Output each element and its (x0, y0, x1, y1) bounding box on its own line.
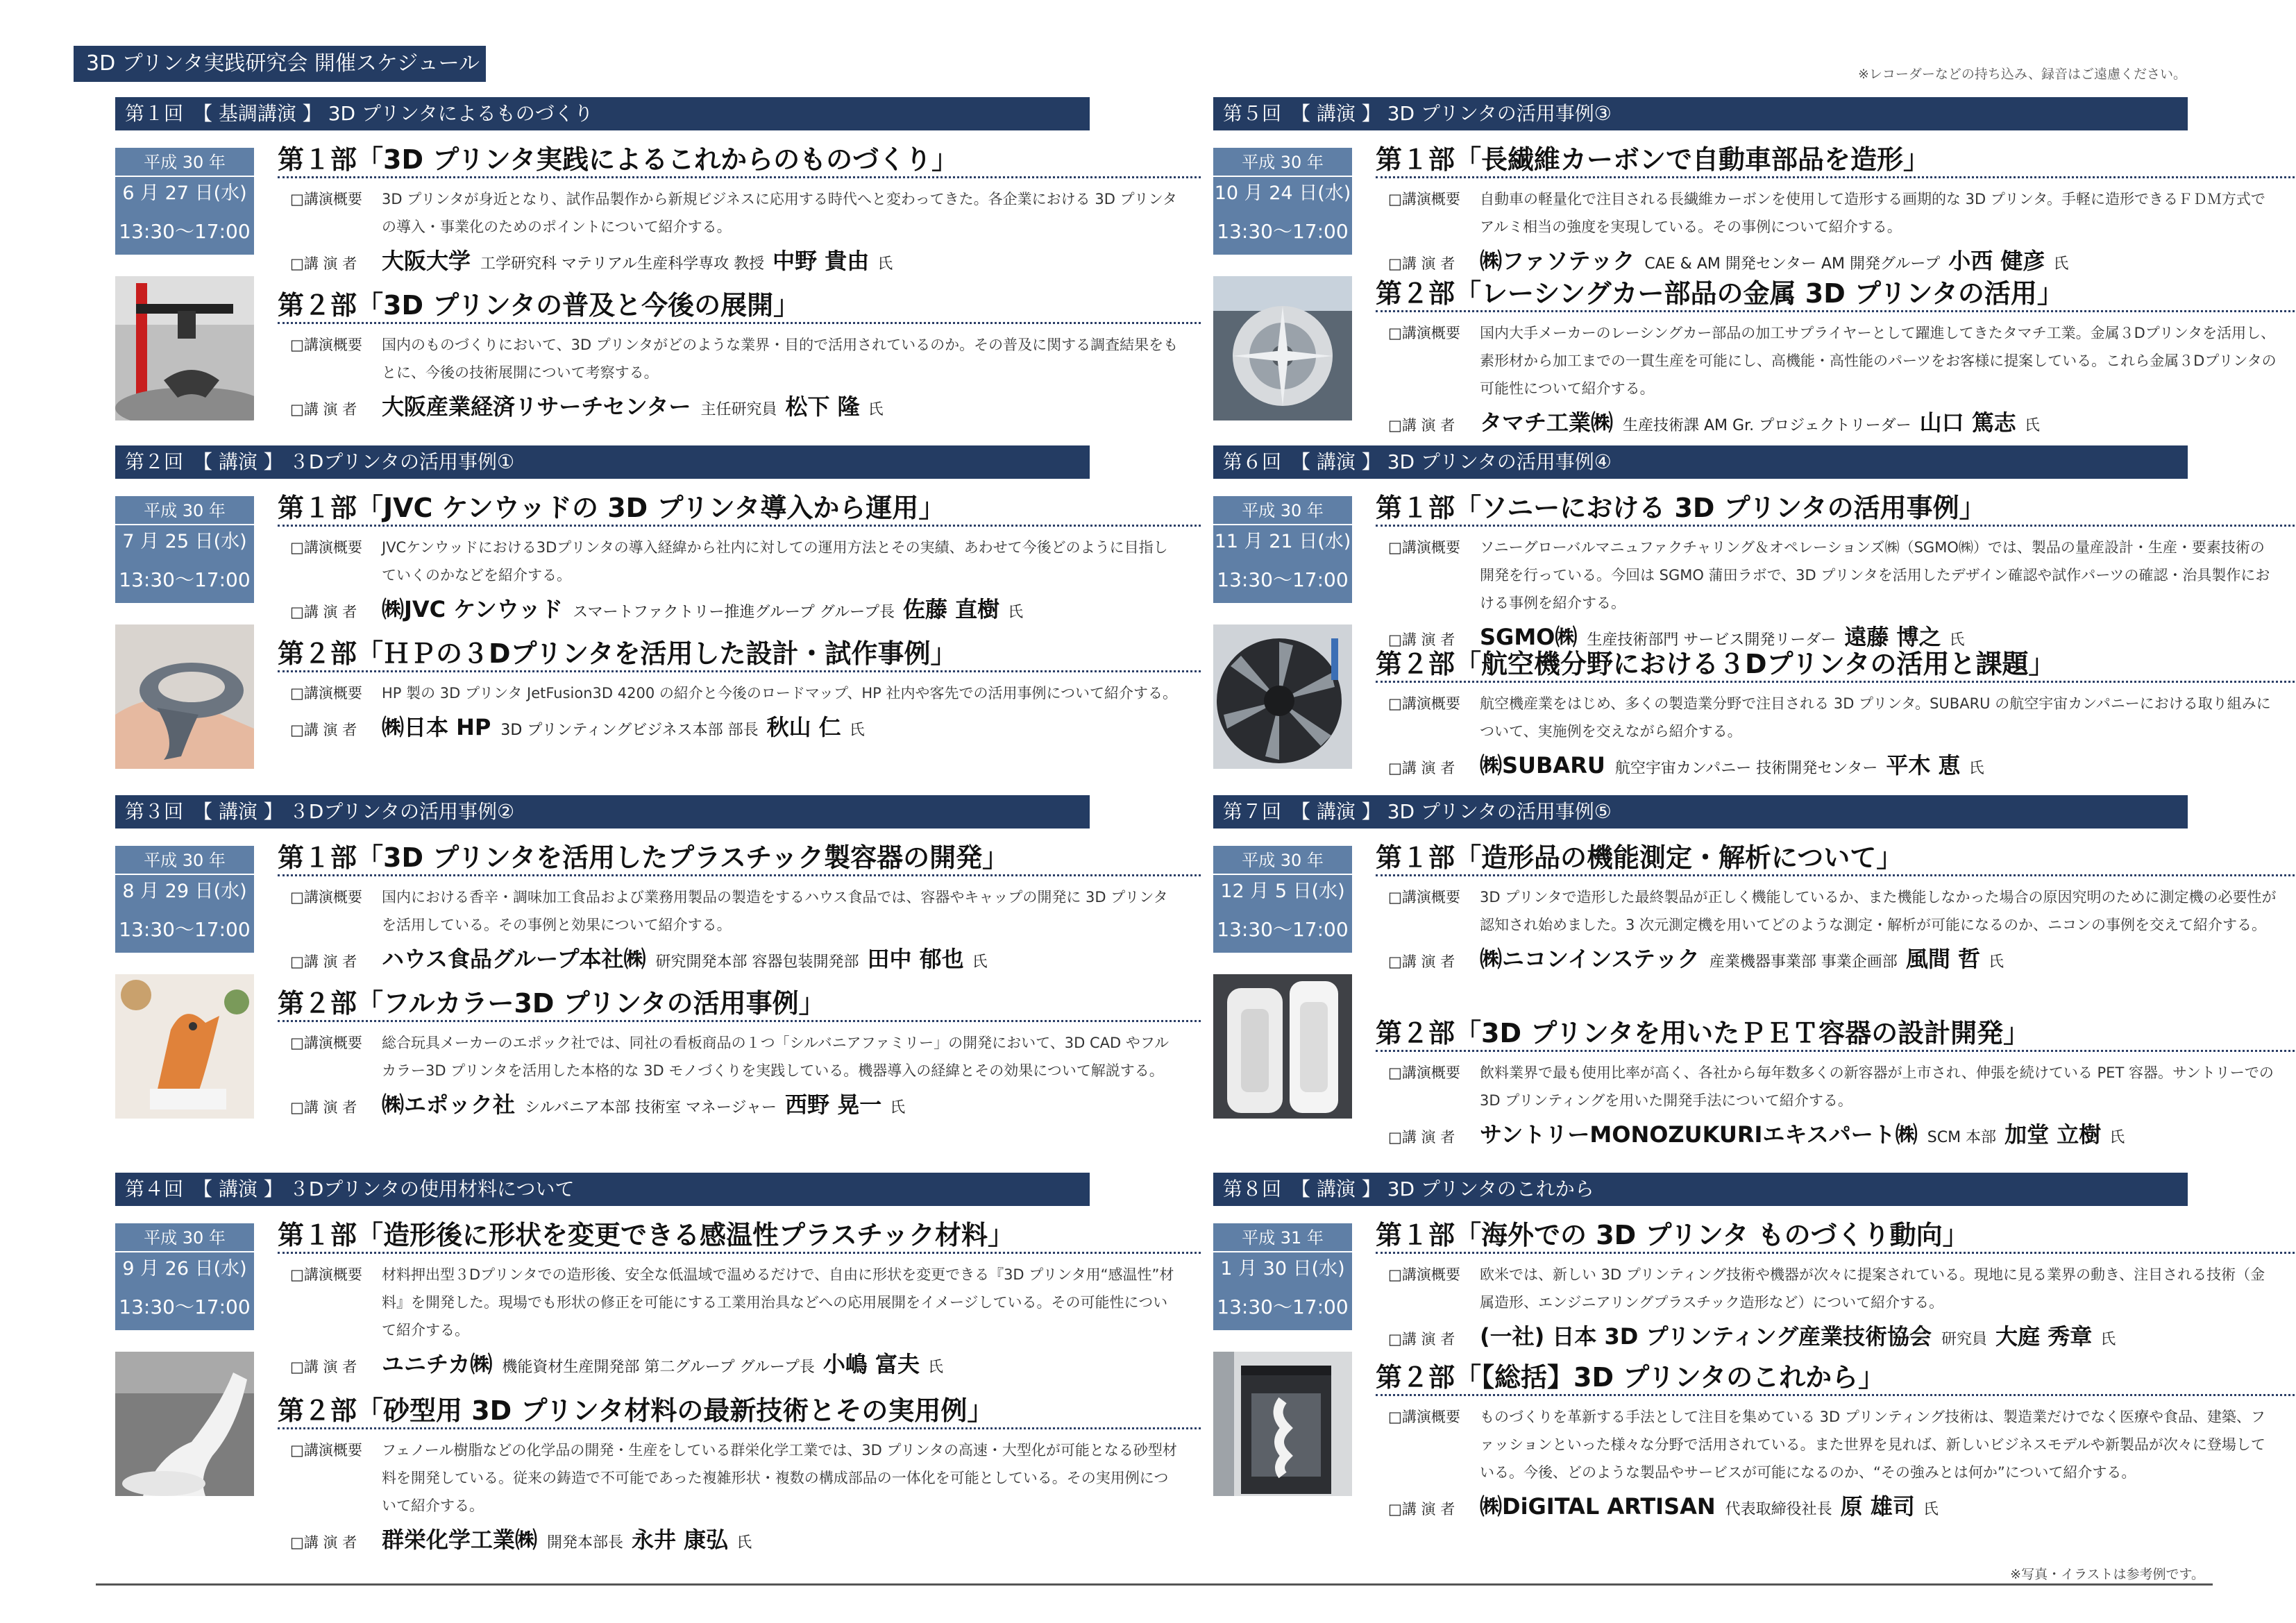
speaker-name: 中野 貴由 (773, 248, 870, 274)
summary-label: □講演概要 (290, 191, 362, 207)
part-1 (278, 491, 1201, 626)
speaker-row (278, 1087, 1201, 1121)
speaker-org: SGMO㈱ (1480, 624, 1578, 650)
date-time: 13:30〜17:00 (1217, 1295, 1349, 1318)
date-time: 13:30〜17:00 (119, 220, 251, 243)
speaker-org: ㈱エポック社 (382, 1091, 516, 1118)
speaker-name: 大庭 秀章 (1995, 1323, 2093, 1350)
summary-text: 欧米では、新しい 3D プリンティング技術や機器が次々に提案されている。現地に見る業界の動き、注目される技術（金属造形、エンジニアリングプラスチック造形など）について紹介する。 (1480, 1266, 2265, 1311)
date-box (115, 846, 254, 953)
speaker-role: 生産技術課 AM Gr. プロジェクトリーダー (1623, 417, 1911, 434)
speaker-name: 西野 晃一 (785, 1091, 882, 1118)
speaker-name: 松下 隆 (785, 393, 860, 420)
speaker-row (1376, 1319, 2296, 1353)
date-time: 13:30〜17:00 (119, 568, 251, 591)
speaker-label: □講 演 者 (290, 1359, 357, 1375)
speaker-honorific: 氏 (1949, 631, 1965, 649)
speaker-name: 秋山 仁 (766, 714, 841, 740)
photo-disclaimer: ※写真・イラストは参考例です。 (2010, 1567, 2204, 1582)
summary-row (1376, 690, 2296, 745)
summary-text: 3D プリンタが身近となり、試作品製作から新規ビジネスに応用する時代へと変わってきた。各企業における 3D プリンタの導入・事業化のためのポイントについて紹介する。 (382, 191, 1177, 235)
summary-label: □講演概要 (1388, 325, 1460, 341)
speaker-row (1376, 1489, 2296, 1523)
summary-row (278, 1029, 1201, 1085)
summary-row (1376, 883, 2296, 939)
part-title: 第１部「海外での 3D プリンタ ものづくり動向」 (1376, 1218, 2296, 1254)
printed-ring-in-hand-photo (115, 624, 254, 769)
part-title: 第２部「フルカラー3D プリンタの活用事例」 (278, 986, 1201, 1022)
part-2 (278, 636, 1201, 744)
speaker-row (278, 942, 1201, 976)
summary-row (278, 679, 1201, 707)
speaker-row (1376, 942, 2296, 976)
summary-text: フェノール樹脂などの化学品の開発・生産をしている群栄化学工業では、3D プリンタの高速・大型化が可能となる砂型材料を開発している。従来の鋳造で不可能であった複雑形状・複数の構成部品の一体化を可能としている。その実用例について紹介する。 (382, 1442, 1177, 1514)
part-title: 第１部「長繊維カーボンで自動車部品を造形」 (1376, 142, 2296, 178)
recording-note: ※レコーダーなどの持ち込み、録音はご遠慮ください。 (1857, 67, 2186, 82)
speaker-row (278, 710, 1201, 744)
speaker-role: スマートファクトリー推進グループ グループ長 (573, 604, 895, 621)
speaker-row (278, 244, 1201, 278)
part-title: 第２部「ＨＰの３Dプリンタを活用した設計・試作事例」 (278, 636, 1201, 672)
summary-text: ものづくりを革新する手法として注目を集めている 3D プリンティング技術は、製造業だけでなく医療や食品、建築、ファッションといった様々な分野で活用されている。また世界を見れば、新しいビジネスモデルや新製品が次々に登場している。今後、どのような製品やサービスが可能になるのか、“その強みとは何か”について紹介する。 (1480, 1409, 2265, 1481)
date-time: 13:30〜17:00 (1217, 568, 1349, 591)
speaker-label: □講 演 者 (1388, 760, 1455, 776)
summary-row (1376, 1059, 2296, 1114)
speaker-label: □講 演 者 (1388, 1501, 1455, 1518)
summary-row (1376, 534, 2296, 617)
summary-row (278, 1436, 1201, 1520)
speaker-name: 遠藤 博之 (1844, 624, 1941, 650)
speaker-role: 研究員 (1941, 1331, 1988, 1348)
speaker-honorific: 氏 (972, 953, 988, 971)
date-day: 11 月 21 日(水) (1214, 531, 1351, 552)
speaker-name: 加堂 立樹 (2004, 1121, 2102, 1148)
speaker-org: ㈱ファソテック (1480, 248, 1635, 274)
session-heading: 第８回 【 講演 】 3D プリンタのこれから (1213, 1173, 2188, 1206)
part-title: 第１部「3D プリンタ実践によるこれからのものづくり」 (278, 142, 1201, 178)
speaker-honorific: 氏 (1988, 953, 2004, 971)
speaker-name: 永井 康弘 (632, 1527, 729, 1553)
speaker-org: サントリーMONOZUKURIエキスパート㈱ (1480, 1121, 1918, 1148)
date-day: 9 月 26 日(水) (122, 1258, 247, 1280)
part-1 (1376, 491, 2296, 654)
date-box (1213, 846, 1352, 953)
part-1 (1376, 1218, 2296, 1353)
speaker-honorific: 氏 (736, 1534, 752, 1552)
speaker-role: 研究開発本部 容器包装開発部 (655, 953, 859, 971)
summary-label: □講演概要 (290, 1442, 362, 1459)
speaker-honorific: 氏 (928, 1359, 944, 1376)
date-era: 平成 30 年 (115, 1223, 254, 1252)
summary-label: □講演概要 (1388, 1064, 1460, 1081)
speaker-org: 大阪大学 (382, 248, 471, 274)
date-day: 1 月 30 日(水) (1220, 1258, 1345, 1280)
summary-text: JVCケンウッドにおける3Dプリンタの導入経緯から社内に対しての運用方法とその実績、あわせて今後どのように目指していくのかなどを紹介する。 (382, 539, 1168, 584)
part-title: 第１部「造形品の機能測定・解析について」 (1376, 840, 2296, 876)
speaker-honorific: 氏 (849, 722, 865, 739)
footer-divider (96, 1583, 2213, 1586)
part-2 (1376, 1016, 2296, 1151)
speaker-org: ㈱SUBARU (1480, 752, 1605, 779)
date-box (115, 1223, 254, 1330)
speaker-org: ハウス食品グループ本社㈱ (382, 946, 646, 972)
part-2 (1376, 1360, 2296, 1523)
speaker-honorific: 氏 (2024, 417, 2040, 434)
colored-figure-photo (115, 974, 254, 1119)
session-heading: 第４回 【 講演 】 ３Dプリンタの使用材料について (115, 1173, 1090, 1206)
summary-label: □講演概要 (1388, 539, 1460, 556)
part-title: 第２部「レーシングカー部品の金属 3D プリンタの活用」 (1376, 276, 2296, 312)
speaker-role: 工学研究科 マテリアル生産科学専攻 教授 (480, 255, 765, 273)
date-day: 8 月 29 日(水) (122, 881, 247, 902)
date-day: 10 月 24 日(水) (1214, 182, 1351, 204)
session-heading: 第６回 【 講演 】 3D プリンタの活用事例④ (1213, 445, 2188, 479)
summary-text: ソニーグローバルマニュファクチャリング＆オペレーションズ㈱（SGMO㈱）では、製品の量産設計・生産・要素技術の開発を行っている。今回は SGMO 蒲田ラボで、3D プリンタを活用したデザイン確認や試作パーツの確認・治具製作における事例を紹介する。 (1480, 539, 2270, 611)
summary-row (278, 534, 1201, 589)
part-title: 第１部「3D プリンタを活用したプラスチック製容器の開発」 (278, 840, 1201, 876)
speaker-org: 群栄化学工業㈱ (382, 1527, 538, 1553)
speaker-role: SCM 本部 (1927, 1129, 1997, 1146)
speaker-label: □講 演 者 (1388, 1129, 1455, 1146)
summary-row (1376, 1261, 2296, 1316)
summary-text: 国内における香辛・調味加工食品および業務用製品の製造をするハウス食品では、容器やキャップの開発に 3D プリンタを活用している。その事例と効果について紹介する。 (382, 889, 1168, 933)
session-heading: 第２回 【 講演 】 ３Dプリンタの活用事例① (115, 445, 1090, 479)
summary-text: 飲料業界で最も使用比率が高く、各社から毎年数多くの新容器が上市され、伸張を続けている PET 容器。サントリーでの 3D プリンティングを用いた開発手法について紹介する。 (1480, 1064, 2274, 1109)
speaker-org: ㈱ニコンインステック (1480, 946, 1700, 972)
date-time: 13:30〜17:00 (119, 918, 251, 941)
date-box (115, 148, 254, 255)
date-time: 13:30〜17:00 (119, 1295, 251, 1318)
summary-text: 3D プリンタで造形した最終製品が正しく機能しているか、また機能しなかった場合の原因究明のために測定機の必要性が認知され始めました。3 次元測定機を用いてどのような測定・解析が可能になるのか、ニコンの事例を交えて紹介する。 (1480, 889, 2277, 933)
speaker-label: □講 演 者 (290, 604, 357, 620)
speaker-row (1376, 748, 2296, 782)
speaker-label: □講 演 者 (290, 722, 357, 738)
speaker-role: 主任研究員 (700, 401, 777, 418)
speaker-name: 原 雄司 (1840, 1493, 1915, 1520)
document-title: 3D プリンタ実践研究会 開催スケジュール (74, 46, 486, 82)
speaker-name: 田中 郁也 (867, 946, 964, 972)
part-2 (278, 986, 1201, 1121)
speaker-role: 機能資材生産開発部 第二グループ グループ長 (502, 1359, 815, 1376)
date-box (1213, 1223, 1352, 1330)
summary-row (1376, 1403, 2296, 1486)
speaker-org: ㈱日本 HP (382, 714, 491, 740)
session-heading: 第７回 【 講演 】 3D プリンタの活用事例⑤ (1213, 795, 2188, 829)
speaker-role: 3D プリンティングビジネス本部 部長 (500, 722, 759, 739)
summary-row (278, 883, 1201, 939)
industrial-printer-booth-photo (1213, 1352, 1352, 1496)
summary-row (1376, 185, 2296, 241)
date-day: 6 月 27 日(水) (122, 182, 247, 204)
speaker-row (278, 1522, 1201, 1556)
session-heading: 第１回 【 基調講演 】 3D プリンタによるものづくり (115, 97, 1090, 130)
speaker-row (1376, 244, 2296, 278)
speaker-honorific: 氏 (2053, 255, 2069, 273)
summary-label: □講演概要 (1388, 1266, 1460, 1283)
speaker-name: 佐藤 直樹 (903, 596, 1000, 622)
speaker-role: シルバニア本部 技術室 マネージャー (525, 1099, 777, 1116)
speaker-name: 平木 恵 (1886, 752, 1961, 779)
part-2 (278, 288, 1201, 423)
part-2 (1376, 276, 2296, 439)
speaker-org: 大阪産業経済リサーチセンター (382, 393, 691, 420)
part-2 (1376, 647, 2296, 782)
speaker-label: □講 演 者 (1388, 1331, 1455, 1348)
summary-label: □講演概要 (290, 337, 362, 353)
speaker-name: 山口 篤志 (1919, 409, 2016, 436)
summary-text: 総合玩具メーカーのエポック社では、同社の看板商品の１つ「シルバニアファミリー」の開発において、3D CAD やフルカラー3D プリンタを活用した本格的な 3D モノづくりを実践している。機器導入の経緯とその効果について解説する。 (382, 1035, 1169, 1079)
speaker-honorific: 氏 (1008, 604, 1024, 621)
part-title: 第２部「【総括】3D プリンタのこれから」 (1376, 1360, 2296, 1396)
summary-text: 材料押出型３Dプリンタでの造形後、安全な低温域で温めるだけで、自由に形状を変更できる『3D プリンタ用“感温性”材料』を開発した。現場でも形状の修正を可能にする工業用治具などへの応用展開をイメージしている。その可能性について紹介する。 (382, 1266, 1174, 1339)
speaker-org: ㈱DiGITAL ARTISAN (1480, 1493, 1716, 1520)
3d-printer-machine-photo (115, 276, 254, 420)
speaker-label: □講 演 者 (1388, 953, 1455, 970)
summary-text: 国内大手メーカーのレーシングカー部品の加工サプライヤーとして躍進してきたタマチ工業。金属３Dプリンタを活用し、素形材から加工までの一貫生産を可能にし、高機能・高性能のパーツをお客様に提案している。これら金属３Dプリンタの可能性について紹介する。 (1480, 325, 2277, 397)
date-day: 7 月 25 日(水) (122, 531, 247, 552)
speaker-name: 小嶋 富夫 (822, 1351, 920, 1377)
session-heading: 第３回 【 講演 】 ３Dプリンタの活用事例② (115, 795, 1090, 829)
summary-text: 航空機産業をはじめ、多くの製造業分野で注目される 3D プリンタ。SUBARU の航空宇宙カンパニーにおける取り組みについて、実施例を交えながら紹介する。 (1480, 695, 2271, 740)
summary-text: HP 製の 3D プリンタ JetFusion3D 4200 の紹介と今後のロードマップ、HP 社内や客先での活用事例について紹介する。 (382, 685, 1178, 702)
speaker-name: 風間 哲 (1905, 946, 1980, 972)
summary-row (278, 185, 1201, 241)
summary-label: □講演概要 (290, 889, 362, 906)
summary-text: 自動車の軽量化で注目される長繊維カーボンを使用して造形する画期的な 3D プリンタ。手軽に造形できるＦＤＭ方式でアルミ相当の強度を実現している。その事例について紹介する。 (1480, 191, 2265, 235)
speaker-row (1376, 405, 2296, 439)
date-era: 平成 30 年 (1213, 846, 1352, 875)
speaker-honorific: 氏 (868, 401, 884, 418)
speaker-label: □講 演 者 (1388, 631, 1455, 648)
part-1 (1376, 142, 2296, 278)
speaker-label: □講 演 者 (290, 953, 357, 970)
part-title: 第１部「ソニーにおける 3D プリンタの活用事例」 (1376, 491, 2296, 527)
speaker-row (278, 592, 1201, 626)
speaker-label: □講 演 者 (290, 401, 357, 418)
date-time: 13:30〜17:00 (1217, 918, 1349, 941)
speaker-label: □講 演 者 (1388, 255, 1455, 272)
summary-row (278, 331, 1201, 386)
speaker-label: □講 演 者 (290, 1534, 357, 1551)
summary-row (1376, 319, 2296, 402)
part-1 (278, 840, 1201, 976)
date-box (1213, 496, 1352, 603)
part-title: 第１部「造形後に形状を変更できる感温性プラスチック材料」 (278, 1218, 1201, 1254)
part-title: 第２部「3D プリンタの普及と今後の展開」 (278, 288, 1201, 324)
date-box (1213, 148, 1352, 255)
speaker-name: 小西 健彦 (1948, 248, 2045, 274)
part-1 (278, 1218, 1201, 1381)
part-1 (1376, 840, 2296, 976)
speaker-label: □講 演 者 (290, 255, 357, 272)
turbo-wheel-photo (1213, 276, 1352, 420)
date-day: 12 月 5 日(水) (1220, 881, 1345, 902)
speaker-role: 開発本部長 (547, 1534, 624, 1552)
speaker-org: ユニチカ㈱ (382, 1351, 493, 1377)
date-era: 平成 31 年 (1213, 1223, 1352, 1252)
white-material-photo (115, 1352, 254, 1496)
part-title: 第１部「JVC ケンウッドの 3D プリンタ導入から運用」 (278, 491, 1201, 527)
session-heading: 第５回 【 講演 】 3D プリンタの活用事例③ (1213, 97, 2188, 130)
date-era: 平成 30 年 (1213, 496, 1352, 525)
summary-row (278, 1261, 1201, 1344)
jet-engine-fan-photo (1213, 624, 1352, 769)
summary-label: □講演概要 (1388, 695, 1460, 712)
speaker-role: 代表取締役社長 (1725, 1501, 1832, 1518)
summary-text: 国内のものづくりにおいて、3D プリンタがどのような業界・目的で活用されているのか。その普及に関する調査結果をもとに、今後の技術展開について考察する。 (382, 337, 1179, 381)
speaker-honorific: 氏 (2100, 1331, 2116, 1348)
summary-label: □講演概要 (290, 1035, 362, 1051)
speaker-org: (一社) 日本 3D プリンティング産業技術協会 (1480, 1323, 1932, 1350)
summary-label: □講演概要 (1388, 889, 1460, 906)
speaker-role: CAE & AM 開発センター AM 開発グループ (1644, 255, 1941, 273)
part-title: 第２部「3D プリンタを用いたＰＥＴ容器の設計開発」 (1376, 1016, 2296, 1052)
part-1 (278, 142, 1201, 278)
summary-label: □講演概要 (1388, 191, 1460, 207)
measurement-probe-photo (1213, 974, 1352, 1119)
summary-label: □講演概要 (290, 1266, 362, 1283)
date-era: 平成 30 年 (115, 148, 254, 177)
speaker-row (278, 1347, 1201, 1381)
part-title: 第２部「砂型用 3D プリンタ材料の最新技術とその実用例」 (278, 1393, 1201, 1429)
part-2 (278, 1393, 1201, 1556)
speaker-role: 産業機器事業部 事業企画部 (1709, 953, 1898, 971)
date-era: 平成 30 年 (115, 496, 254, 525)
speaker-role: 航空宇宙カンパニー 技術開発センター (1614, 760, 1878, 777)
speaker-honorific: 氏 (877, 255, 893, 273)
speaker-row (1376, 1117, 2296, 1151)
speaker-org: タマチ工業㈱ (1480, 409, 1614, 436)
summary-label: □講演概要 (290, 539, 362, 556)
date-era: 平成 30 年 (115, 846, 254, 875)
speaker-honorific: 氏 (1968, 760, 1984, 777)
speaker-honorific: 氏 (2109, 1129, 2125, 1146)
speaker-org: ㈱JVC ケンウッド (382, 596, 564, 622)
speaker-role: 生産技術部門 サービス開発リーダー (1587, 631, 1837, 649)
speaker-label: □講 演 者 (290, 1099, 357, 1116)
date-era: 平成 30 年 (1213, 148, 1352, 177)
date-time: 13:30〜17:00 (1217, 220, 1349, 243)
speaker-row (278, 389, 1201, 423)
summary-label: □講演概要 (1388, 1409, 1460, 1425)
summary-label: □講演概要 (290, 685, 362, 702)
speaker-honorific: 氏 (890, 1099, 906, 1116)
speaker-label: □講 演 者 (1388, 417, 1455, 434)
speaker-honorific: 氏 (1923, 1501, 1939, 1518)
date-box (115, 496, 254, 603)
part-title: 第２部「航空機分野における３Dプリンタの活用と課題」 (1376, 647, 2296, 683)
